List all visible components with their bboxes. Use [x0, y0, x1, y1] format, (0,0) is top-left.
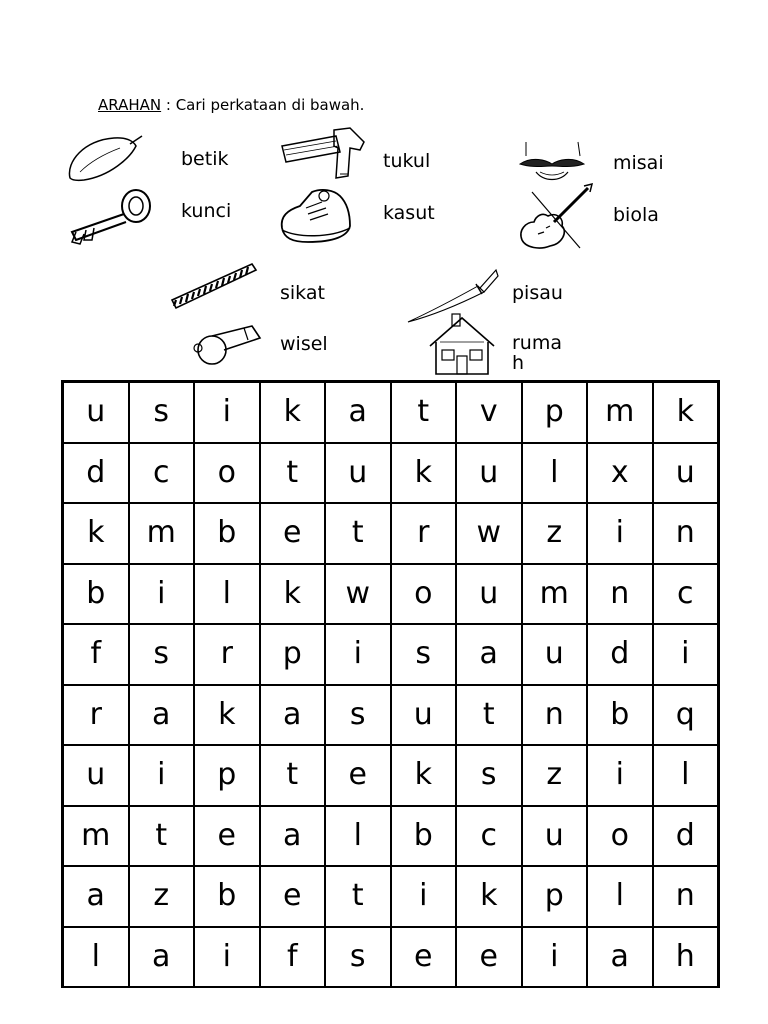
grid-cell[interactable]: h [653, 927, 719, 988]
grid-cell[interactable]: a [129, 685, 195, 746]
word-kunci: kunci [181, 200, 232, 222]
grid-cell[interactable]: r [63, 685, 129, 746]
grid-cell[interactable]: f [63, 624, 129, 685]
grid-cell[interactable]: l [325, 806, 391, 867]
grid-cell[interactable]: b [63, 564, 129, 625]
grid-cell[interactable]: t [129, 806, 195, 867]
grid-cell[interactable]: n [522, 685, 588, 746]
grid-cell[interactable]: u [522, 806, 588, 867]
grid-cell[interactable]: q [653, 685, 719, 746]
grid-cell[interactable]: k [260, 564, 326, 625]
grid-cell[interactable]: u [456, 443, 522, 504]
grid-row [63, 564, 719, 625]
grid-cell[interactable]: l [653, 745, 719, 806]
grid-cell[interactable]: x [587, 443, 653, 504]
grid-cell[interactable]: u [391, 685, 457, 746]
grid-cell[interactable]: e [260, 503, 326, 564]
grid-cell[interactable]: p [260, 624, 326, 685]
grid-cell[interactable]: i [325, 624, 391, 685]
grid-cell[interactable]: s [325, 685, 391, 746]
grid-cell[interactable]: z [522, 503, 588, 564]
grid-cell[interactable]: a [325, 382, 391, 443]
instruction-separator: : [161, 96, 176, 114]
grid-cell[interactable]: s [129, 624, 195, 685]
grid-cell[interactable]: t [325, 503, 391, 564]
word-wisel: wisel [280, 333, 328, 355]
word-search-grid [61, 380, 696, 974]
grid-cell[interactable]: e [391, 927, 457, 988]
grid-cell[interactable]: s [325, 927, 391, 988]
grid-cell[interactable]: k [63, 503, 129, 564]
grid-cell[interactable]: d [653, 806, 719, 867]
violin-icon [514, 182, 594, 252]
grid-cell[interactable]: b [194, 503, 260, 564]
grid-cell[interactable]: e [456, 927, 522, 988]
instruction [98, 96, 364, 114]
grid-row [63, 382, 719, 443]
word-rumah: ruma h [512, 332, 563, 374]
grid-cell[interactable]: l [194, 564, 260, 625]
grid-cell[interactable]: t [260, 745, 326, 806]
grid-cell[interactable]: l [587, 866, 653, 927]
grid-row [63, 745, 719, 806]
grid-cell[interactable]: b [194, 866, 260, 927]
grid-cell[interactable]: i [391, 866, 457, 927]
word-tukul: tukul [383, 150, 431, 172]
grid-cell[interactable]: d [63, 443, 129, 504]
house-icon [426, 312, 498, 378]
word-biola: biola [613, 204, 659, 226]
shoe-icon [278, 186, 354, 246]
grid-cell[interactable]: i [129, 564, 195, 625]
grid-cell[interactable]: z [522, 745, 588, 806]
grid-cell[interactable]: t [260, 443, 326, 504]
grid-cell[interactable]: a [260, 685, 326, 746]
grid-cell[interactable]: a [63, 866, 129, 927]
letter-grid-table [61, 380, 720, 988]
grid-cell[interactable]: i [653, 624, 719, 685]
grid-cell[interactable]: c [129, 443, 195, 504]
grid-cell[interactable]: k [653, 382, 719, 443]
grid-cell[interactable]: p [194, 745, 260, 806]
grid-cell[interactable]: c [653, 564, 719, 625]
grid-row [63, 866, 719, 927]
grid-cell[interactable]: u [653, 443, 719, 504]
grid-cell[interactable]: z [129, 866, 195, 927]
word-betik: betik [181, 148, 229, 170]
grid-cell[interactable]: o [391, 564, 457, 625]
grid-cell[interactable]: d [587, 624, 653, 685]
grid-cell[interactable]: n [587, 564, 653, 625]
grid-cell[interactable]: s [129, 382, 195, 443]
grid-cell[interactable]: m [587, 382, 653, 443]
grid-cell[interactable]: l [522, 443, 588, 504]
grid-cell[interactable]: t [391, 382, 457, 443]
grid-cell[interactable]: m [63, 806, 129, 867]
key-icon [62, 186, 154, 248]
grid-cell[interactable]: k [194, 685, 260, 746]
grid-cell[interactable]: e [194, 806, 260, 867]
word-sikat: sikat [280, 282, 325, 304]
grid-cell[interactable]: i [522, 927, 588, 988]
grid-cell[interactable]: i [587, 503, 653, 564]
grid-cell[interactable]: w [325, 564, 391, 625]
grid-cell[interactable]: u [63, 382, 129, 443]
grid-cell[interactable]: p [522, 382, 588, 443]
grid-cell[interactable]: n [653, 503, 719, 564]
grid-cell[interactable]: n [653, 866, 719, 927]
grid-cell[interactable]: r [194, 624, 260, 685]
grid-cell[interactable]: i [194, 927, 260, 988]
grid-cell[interactable]: u [456, 564, 522, 625]
grid-cell[interactable]: i [194, 382, 260, 443]
grid-row [63, 685, 719, 746]
word-kasut: kasut [383, 202, 435, 224]
grid-cell[interactable]: w [456, 503, 522, 564]
grid-cell[interactable]: e [260, 866, 326, 927]
grid-cell[interactable]: s [391, 624, 457, 685]
grid-cell[interactable]: i [129, 745, 195, 806]
grid-cell[interactable]: a [456, 624, 522, 685]
grid-cell[interactable]: a [129, 927, 195, 988]
whistle-icon [190, 320, 264, 368]
grid-cell[interactable]: o [194, 443, 260, 504]
grid-cell[interactable]: s [456, 745, 522, 806]
grid-cell[interactable]: i [587, 745, 653, 806]
grid-row [63, 443, 719, 504]
grid-cell[interactable]: e [325, 745, 391, 806]
grid-cell[interactable]: b [587, 685, 653, 746]
grid-cell[interactable]: k [391, 745, 457, 806]
grid-cell[interactable]: b [391, 806, 457, 867]
grid-cell[interactable]: f [260, 927, 326, 988]
grid-cell[interactable]: u [63, 745, 129, 806]
grid-cell[interactable]: k [391, 443, 457, 504]
grid-cell[interactable]: c [456, 806, 522, 867]
instruction-label: ARAHAN [98, 96, 162, 114]
grid-row [63, 927, 719, 988]
comb-icon [168, 254, 260, 314]
grid-row [63, 503, 719, 564]
grid-cell[interactable]: a [587, 927, 653, 988]
grid-cell[interactable]: k [456, 866, 522, 927]
instruction-text: Cari perkataan di bawah. [175, 96, 365, 114]
hammer-icon [278, 126, 368, 186]
grid-row [63, 624, 719, 685]
word-pisau: pisau [512, 282, 563, 304]
grid-cell[interactable]: l [63, 927, 129, 988]
moustache-icon [516, 138, 588, 188]
grid-cell[interactable]: m [522, 564, 588, 625]
grid-cell[interactable]: u [522, 624, 588, 685]
grid-cell[interactable]: t [456, 685, 522, 746]
grid-cell[interactable]: a [260, 806, 326, 867]
grid-cell[interactable]: v [456, 382, 522, 443]
grid-cell[interactable]: p [522, 866, 588, 927]
grid-cell[interactable]: k [260, 382, 326, 443]
grid-cell[interactable]: u [325, 443, 391, 504]
papaya-icon [64, 132, 144, 182]
grid-cell[interactable]: r [391, 503, 457, 564]
word-misai: misai [613, 152, 664, 174]
grid-row [63, 806, 719, 867]
grid-cell[interactable]: m [129, 503, 195, 564]
grid-cell[interactable]: o [587, 806, 653, 867]
grid-cell[interactable]: t [325, 866, 391, 927]
